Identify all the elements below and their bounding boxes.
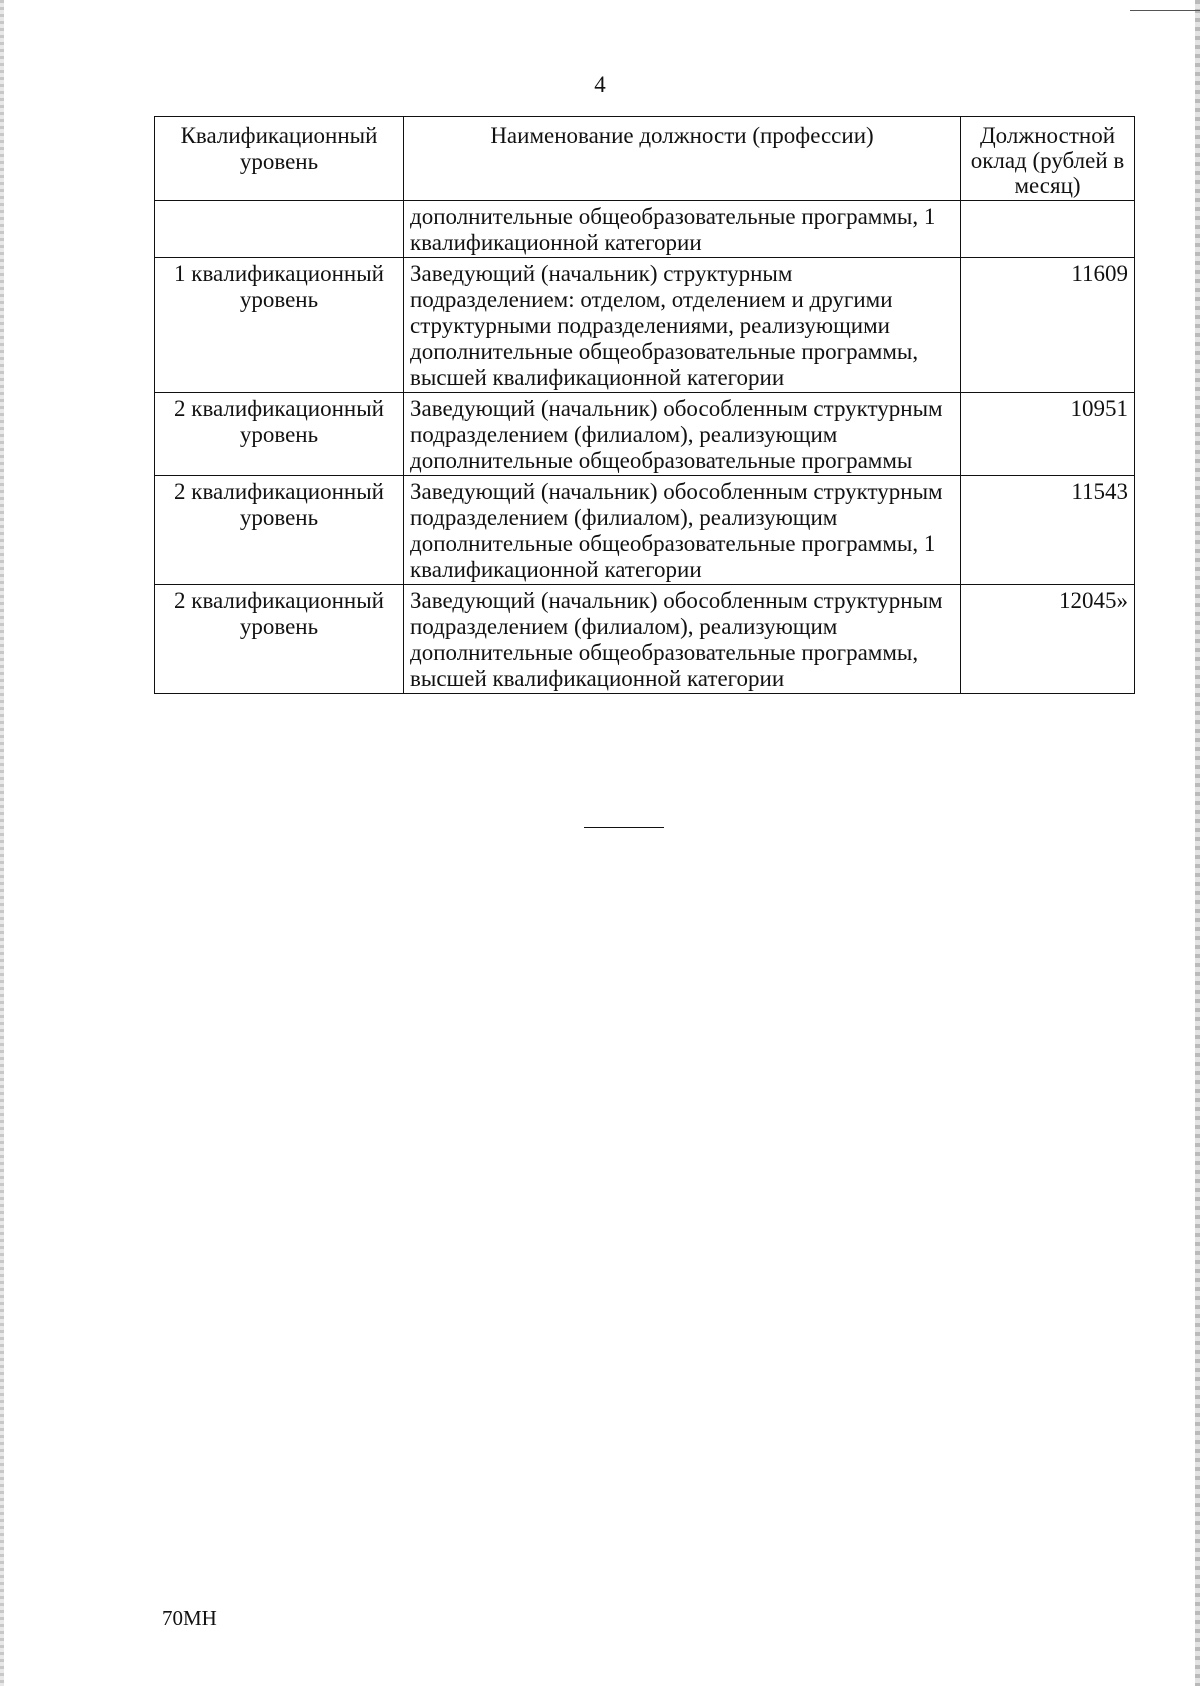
- salary-table: [154, 116, 1135, 694]
- scan-edge-left: [0, 0, 4, 1686]
- scan-edge-top: [1130, 10, 1200, 11]
- header-salary: Должностной оклад (рублей в месяц): [961, 117, 1135, 201]
- table-row: [155, 201, 1135, 258]
- cell-salary: [961, 201, 1135, 258]
- table-row: [155, 258, 1135, 393]
- cell-level: [155, 201, 404, 258]
- cell-level: 2 квалификационный уровень: [155, 393, 404, 476]
- table-row: [155, 585, 1135, 694]
- end-separator-line: [584, 827, 664, 828]
- cell-position-name: Заведующий (начальник) обособленным структурным подразделением (филиалом), реализующим дополнительные общеобразовательные программы, 1 квалификационной категории: [404, 476, 961, 585]
- table-row: [155, 476, 1135, 585]
- header-position-name: Наименование должности (профессии): [404, 117, 961, 201]
- cell-salary: 11609: [961, 258, 1135, 393]
- document-code: 70МН: [162, 1606, 217, 1630]
- cell-level: 2 квалификационный уровень: [155, 585, 404, 694]
- cell-position-name: дополнительные общеобразовательные программы, 1 квалификационной категории: [404, 201, 961, 258]
- table-header-row: [155, 117, 1135, 201]
- scan-edge-right: [1195, 0, 1200, 1686]
- cell-salary: 10951: [961, 393, 1135, 476]
- header-level: Квалификационный уровень: [155, 117, 404, 201]
- cell-position-name: Заведующий (начальник) обособленным структурным подразделением (филиалом), реализующим дополнительные общеобразовательные программы: [404, 393, 961, 476]
- cell-position-name: Заведующий (начальник) обособленным структурным подразделением (филиалом), реализующим дополнительные общеобразовательные программы, высшей квалификационной категории: [404, 585, 961, 694]
- table-row: [155, 393, 1135, 476]
- cell-salary: 11543: [961, 476, 1135, 585]
- cell-salary: 12045»: [961, 585, 1135, 694]
- cell-level: 1 квалификационный уровень: [155, 258, 404, 393]
- cell-position-name: Заведующий (начальник) структурным подразделением: отделом, отделением и другими структурными подразделениями, реализующими дополнительные общеобразовательные программы, высшей квалификационной категории: [404, 258, 961, 393]
- cell-level: 2 квалификационный уровень: [155, 476, 404, 585]
- page-number: 4: [594, 72, 606, 97]
